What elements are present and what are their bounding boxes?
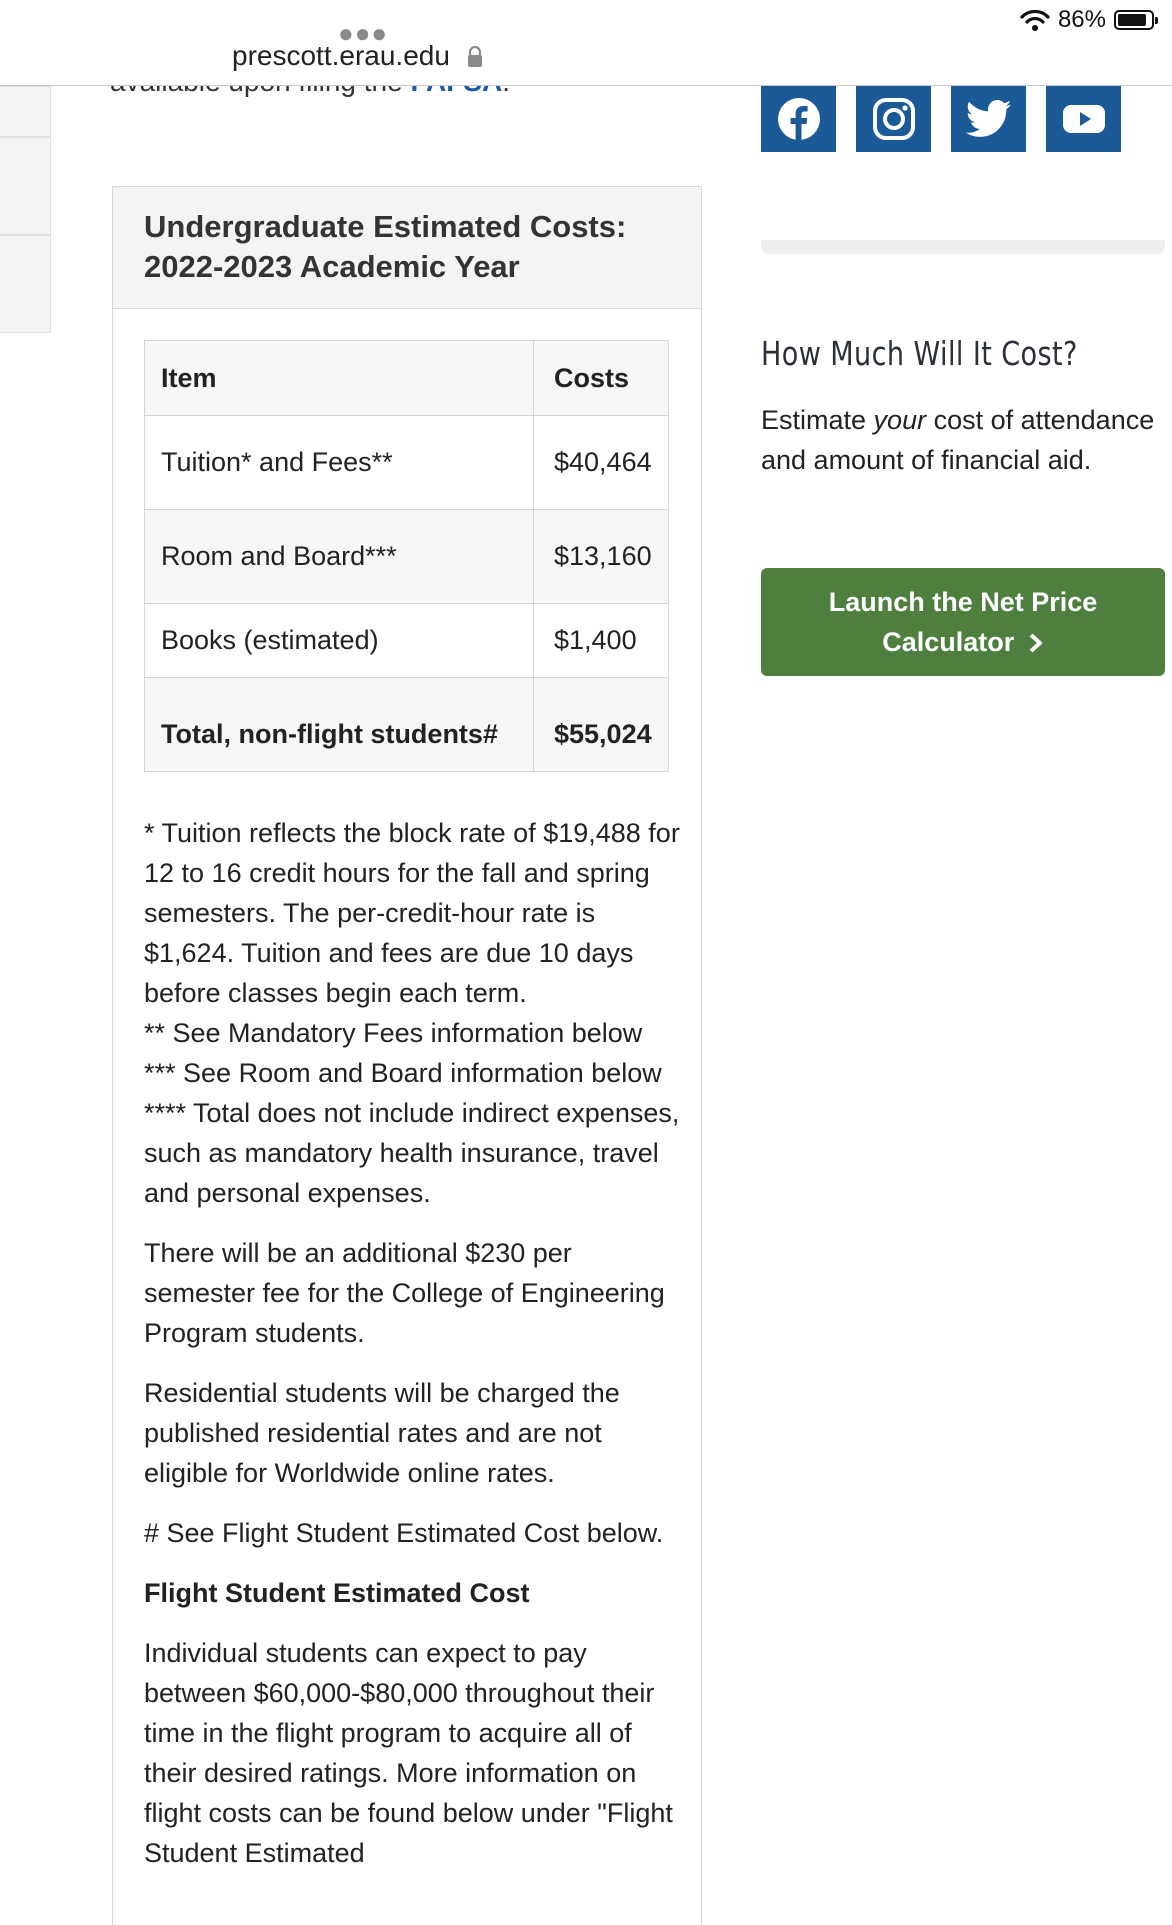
side-tab[interactable] bbox=[0, 86, 51, 137]
net-price-description: Estimate your cost of attendance and amount of financial aid. bbox=[761, 405, 1155, 475]
system-status bbox=[1020, 6, 1154, 34]
footnote-fees: ** See Mandatory Fees information below bbox=[144, 1018, 643, 1048]
row-cost: $13,160 bbox=[534, 510, 669, 604]
lock-icon bbox=[467, 46, 483, 68]
residential-text: Residential students will be charged the published residential rates and are not eligible for Worldwide online rates. bbox=[144, 1378, 620, 1488]
tab-dots-icon[interactable]: ●●● bbox=[338, 18, 389, 48]
card-header bbox=[113, 187, 701, 309]
facebook-icon bbox=[777, 97, 821, 141]
social-links bbox=[761, 86, 1121, 152]
side-tab[interactable] bbox=[0, 137, 51, 235]
table-header-row bbox=[145, 341, 669, 416]
table-total-row bbox=[145, 678, 669, 772]
chevron-right-icon bbox=[1028, 633, 1044, 653]
costs-table bbox=[144, 340, 669, 772]
wifi-icon bbox=[1020, 8, 1050, 32]
youtube-icon bbox=[1062, 103, 1106, 135]
row-item: Room and Board*** bbox=[145, 510, 534, 604]
url-display[interactable]: prescott.erau.edu bbox=[232, 40, 450, 71]
net-price-heading: How Much Will It Cost? bbox=[761, 334, 1078, 373]
side-tab[interactable] bbox=[0, 235, 51, 333]
twitter-icon bbox=[966, 99, 1012, 139]
flight-heading: Flight Student Estimated Cost bbox=[144, 1578, 530, 1608]
column-header-item: Item bbox=[145, 341, 534, 416]
facebook-button[interactable] bbox=[761, 86, 836, 152]
battery-icon bbox=[1114, 10, 1154, 30]
total-item: Total, non-flight students# bbox=[145, 678, 534, 772]
instagram-button[interactable] bbox=[856, 86, 931, 152]
divider-bar bbox=[761, 240, 1165, 254]
card-title: Undergraduate Estimated Costs: 2022-2023 Academic Year bbox=[144, 209, 627, 284]
table-row bbox=[145, 604, 669, 678]
cost-card bbox=[112, 186, 702, 1925]
footnote-room-board: *** See Room and Board information below bbox=[144, 1058, 662, 1088]
table-row bbox=[145, 416, 669, 510]
engineering-fee-text: There will be an additional $230 per semester fee for the College of Engineering Program students. bbox=[144, 1238, 665, 1348]
browser-bar bbox=[0, 0, 1172, 86]
footnote-total: **** Total does not include indirect expenses, such as mandatory health insurance, travel and personal expenses. bbox=[144, 1098, 680, 1208]
row-cost: $1,400 bbox=[534, 604, 669, 678]
table-row bbox=[145, 510, 669, 604]
total-cost: $55,024 bbox=[534, 678, 669, 772]
column-header-costs: Costs bbox=[534, 341, 669, 416]
instagram-icon bbox=[872, 97, 916, 141]
battery-percent: 86% bbox=[1057, 6, 1106, 33]
row-cost: $40,464 bbox=[534, 416, 669, 510]
footnotes bbox=[144, 813, 684, 1893]
flight-reference-text: # See Flight Student Estimated Cost below. bbox=[144, 1518, 664, 1548]
twitter-button[interactable] bbox=[951, 86, 1026, 152]
row-item: Tuition* and Fees** bbox=[145, 416, 534, 510]
flight-cost-text: Individual students can expect to pay between $60,000-$80,000 throughout their time in the flight program to acquire all of their desired ratings. More information on flight costs can be found below under "Flight Student Estimated bbox=[144, 1638, 673, 1868]
youtube-button[interactable] bbox=[1046, 86, 1121, 152]
row-item: Books (estimated) bbox=[145, 604, 534, 678]
net-price-calculator-button[interactable]: Launch the Net Price Calculator bbox=[761, 568, 1165, 676]
footnote-tuition: * Tuition reflects the block rate of $19,488 for 12 to 16 credit hours for the fall and spring semesters. The per-credit-hour rate is $1,624. Tuition and fees are due 10 days before classes begin each term. bbox=[144, 818, 680, 1008]
